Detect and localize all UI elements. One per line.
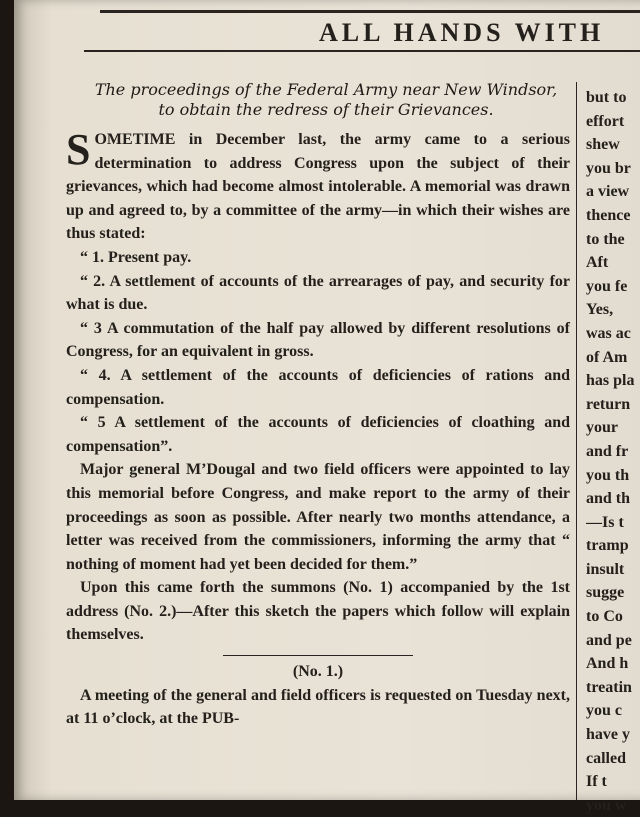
right-column-line: you c	[586, 702, 622, 720]
right-column-line: tramp	[586, 537, 629, 555]
right-column-line: effort	[586, 112, 625, 130]
drop-cap: S	[66, 125, 91, 174]
right-column-line: return	[586, 395, 631, 413]
committee-paragraph: Major general M’Dougal and two field officers were appointed to lay this memorial before Congress, and make report to the army of their proceedings as soon as possible. After nearly two months attendance, a letter was received from the commissioners, informing the army that “ nothing of moment had yet been decided for them.”	[66, 461, 570, 573]
right-column-line: treatin	[586, 678, 632, 696]
opening-paragraph	[66, 125, 570, 246]
top-rule	[100, 10, 640, 13]
right-column-fragment	[586, 86, 640, 817]
article-title-line-2: to obtain the redress of their Grievances.	[158, 100, 494, 119]
right-column-line: and th	[586, 490, 631, 508]
running-head: ALL HANDS WITH	[319, 18, 605, 47]
right-column-line: have y	[586, 726, 630, 744]
meeting-paragraph: A meeting of the general and field officers is requested on Tuesday next, at 11 o’clock, at the PUB-	[66, 686, 570, 728]
right-column-line: and pe	[586, 631, 632, 649]
grievance-item-4: “ 4. A settlement of the accounts of deficiencies of rations and compensation.	[66, 366, 570, 408]
head-underline	[84, 50, 640, 52]
right-column-line: and fr	[586, 442, 629, 460]
right-column-line: And h	[586, 655, 629, 673]
right-column-line: your	[586, 419, 618, 437]
right-column-line: has pla	[586, 372, 635, 390]
right-column-line: Yes,	[586, 301, 614, 319]
right-column-line: called	[586, 749, 626, 767]
section-heading: (No. 1.)	[292, 663, 344, 681]
right-column-line: you th	[586, 466, 630, 484]
newspaper-page	[14, 0, 640, 814]
article-body	[66, 125, 570, 731]
right-column-line: shew	[586, 136, 620, 154]
right-column-line: was ac	[586, 324, 631, 342]
article-title	[86, 80, 566, 120]
summons-paragraph: Upon this came forth the summons (No. 1) accompanied by the 1st address (No. 2.)—After this sketch the papers which follow will explain themselves.	[66, 579, 570, 644]
right-column-line: to the	[586, 230, 625, 248]
right-column-line: a view	[586, 183, 630, 201]
grievance-item-5: “ 5 A settlement of the accounts of deficiencies of cloathing and compensation”.	[66, 414, 570, 455]
right-column-line: to Co	[586, 608, 623, 626]
right-column-line: but to	[586, 89, 627, 106]
opening-paragraph-text: OMETIME in December last, the army came to a serious determination to address Congress upon the subject of their grievances, which had become almost intolerable. A memorial was drawn up and agreed to, by a committee of the army—in which their wishes are thus stated:	[66, 131, 570, 243]
grievance-item-3: “ 3 A commutation of the half pay allowed by different resolutions of Congress, for an equivalent in gross.	[66, 319, 570, 361]
right-column-line: thence	[586, 206, 631, 224]
right-column-line: of Am	[586, 348, 628, 366]
right-column-line: If t	[586, 773, 607, 791]
grievance-item-2: “ 2. A settlement of accounts of the arrearages of pay, and security for what is due.	[66, 272, 570, 314]
right-column-line: sugge	[586, 584, 625, 602]
grievance-item-1: “ 1. Present pay.	[80, 248, 192, 266]
article-title-line-1: The proceedings of the Federal Army near New Windsor,	[94, 80, 558, 99]
column-divider	[576, 82, 577, 800]
section-rule	[223, 655, 413, 656]
right-column-line: —Is t	[586, 513, 624, 531]
right-column-line: you fe	[586, 277, 628, 295]
right-column-line: Aft	[586, 254, 609, 272]
right-column-line: insult	[586, 560, 625, 578]
right-column-line: you w	[586, 796, 627, 814]
right-column-line: you br	[586, 159, 631, 177]
